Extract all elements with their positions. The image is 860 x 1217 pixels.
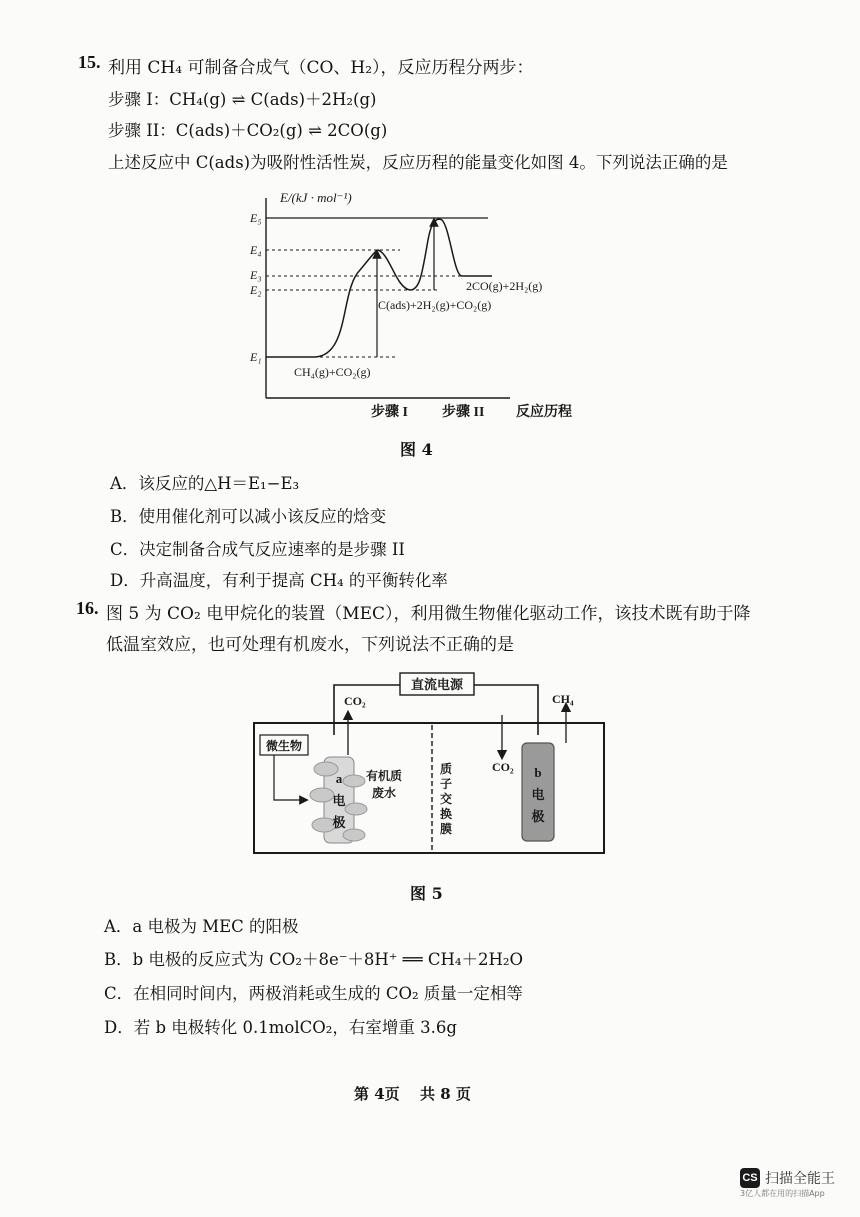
scanner-watermark — [740, 1168, 835, 1199]
y-axis-label: E/(kJ · mol⁻¹) — [280, 190, 352, 205]
question-15-step1: 步骤 I：CH₄(g) ⇌ C(ads)＋2H₂(g) — [108, 90, 377, 109]
question-number-15: 15. — [78, 52, 101, 72]
x-label-step2: 步骤 II — [442, 405, 485, 420]
x-axis-label: 反应历程 — [516, 405, 572, 420]
co2-out-label: CO₂ — [344, 694, 366, 708]
q15-option-d: D．升高温度，有利于提高 CH₄ 的平衡转化率 — [110, 571, 448, 590]
wire-right — [474, 685, 538, 735]
electrode-b-char1: 电 — [531, 787, 545, 802]
figure-5-caption: 图 5 — [410, 884, 443, 903]
waste-label-line1: 有机质 — [366, 769, 403, 783]
microbe-label: 微生物 — [265, 739, 303, 753]
level-e5: E₅ — [250, 211, 262, 225]
power-source-label: 直流电源 — [410, 677, 464, 692]
question-15-stem: 利用 CH₄ 可制备合成气（CO、H₂），反应历程分两步： — [108, 58, 534, 78]
membrane-char4: 换 — [439, 807, 453, 821]
q16-option-b: B．b 电极的反应式为 CO₂＋8e⁻＋8H⁺ ══ CH₄＋2H₂O — [104, 950, 524, 969]
figure-4-caption: 图 4 — [400, 440, 433, 459]
q15-option-a: A．该反应的△H＝E₁−E₃ — [110, 474, 300, 493]
question-15-prompt: 上述反应中 C(ads)为吸附性活性炭，反应历程的能量变化如图 4。下列说法正确的是 — [108, 153, 728, 172]
q15-option-b: B．使用催化剂可以减小该反应的焓变 — [110, 507, 387, 526]
label-products: 2CO(g)+2H₂(g) — [466, 279, 543, 293]
footer-page-number: 第 4页 — [354, 1085, 400, 1103]
electrode-b-letter: b — [534, 765, 542, 780]
q16-option-d: D．若 b 电极转化 0.1molCO₂，右室增重 3.6g — [104, 1018, 457, 1037]
question-16-stem-line1: 图 5 为 CO₂ 电甲烷化的装置（MEC），利用微生物催化驱动工作，该技术既有助于降 — [106, 604, 751, 624]
level-e4: E₄ — [250, 243, 262, 257]
q16-option-c: C．在相同时间内，两极消耗或生成的 CO₂ 质量一定相等 — [104, 984, 523, 1003]
question-15-step2: 步骤 II：C(ads)＋CO₂(g) ⇌ 2CO(g) — [108, 121, 388, 140]
footer-total-pages: 共 8 页 — [420, 1085, 471, 1103]
electrode-a-char2: 极 — [332, 815, 346, 830]
membrane-char3: 交 — [439, 792, 453, 806]
wire-left — [334, 685, 400, 735]
level-e1: E₁ — [250, 350, 262, 364]
question-16-stem-line2: 低温室效应，也可处理有机废水，下列说法不正确的是 — [106, 635, 514, 655]
co2-in-label: CO₂ — [492, 760, 514, 774]
membrane-char1: 质 — [439, 762, 453, 776]
waste-label-line2: 废水 — [372, 786, 397, 800]
cs-app-name: 扫描全能王 — [765, 1171, 835, 1187]
ch4-out-label: CH₄ — [552, 692, 574, 706]
cs-tagline: 3亿人都在用的扫描App — [740, 1189, 825, 1198]
level-e3: E₃ — [250, 268, 262, 282]
q15-option-c: C．决定制备合成气反应速率的是步骤 II — [110, 540, 405, 559]
label-intermediate: C(ads)+2H₂(g)+CO₂(g) — [378, 298, 492, 312]
level-e2: E₂ — [250, 283, 262, 297]
question-number-16: 16. — [76, 598, 99, 618]
figure-5-mec-device — [250, 665, 610, 860]
membrane-char2: 子 — [439, 777, 453, 791]
cs-logo-icon: CS — [740, 1168, 760, 1188]
membrane-char5: 膜 — [439, 822, 453, 836]
q16-option-a: A．a 电极为 MEC 的阳极 — [104, 917, 299, 936]
x-label-step1: 步骤 I — [371, 405, 408, 420]
figure-4-energy-diagram — [200, 180, 620, 430]
microbe-arrow — [274, 755, 304, 800]
electrode-a-letter: a — [335, 771, 343, 786]
electrode-a-char1: 电 — [332, 793, 346, 808]
electrode-b-char2: 极 — [531, 809, 545, 824]
energy-curve — [266, 219, 492, 357]
label-reactants: CH₄(g)+CO₂(g) — [294, 365, 371, 379]
